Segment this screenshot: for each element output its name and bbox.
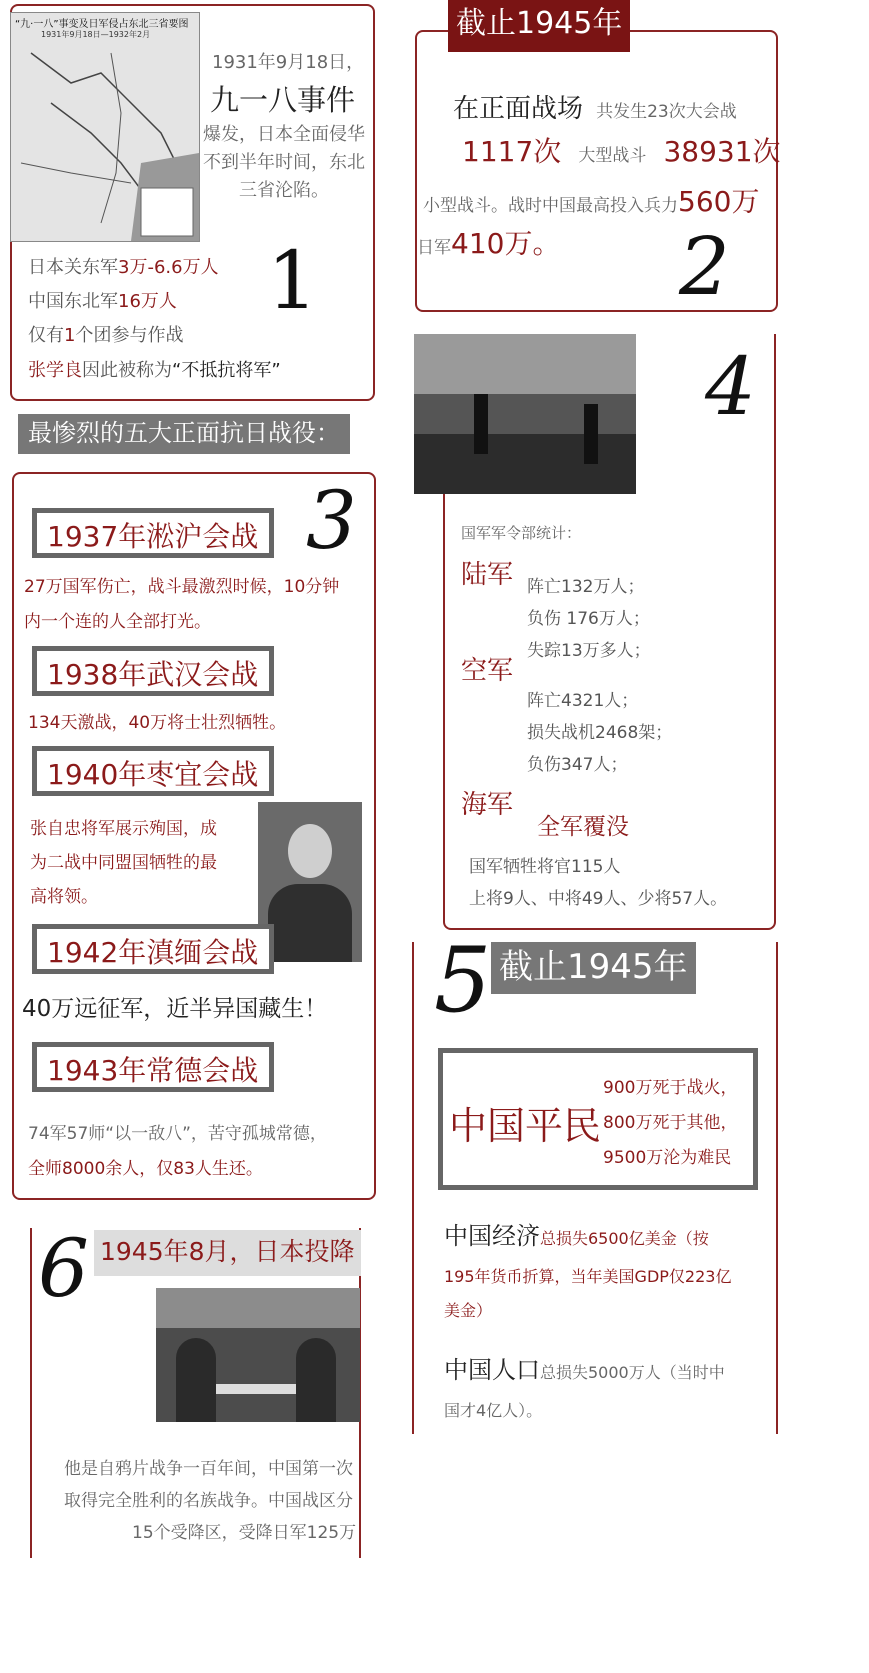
northeast-value: 16万人 bbox=[118, 291, 177, 312]
front-count-line bbox=[453, 88, 737, 125]
panel-number-1: 1 bbox=[267, 234, 318, 327]
regiment-line bbox=[28, 321, 183, 347]
battle-1938-desc: 134天激战，40万将士壮烈牺牲。 bbox=[28, 713, 287, 733]
army-label: 陆军 bbox=[461, 560, 514, 590]
japan-label: 日军 bbox=[417, 238, 451, 258]
civilian-refugees: 9500万沦为难民 bbox=[603, 1148, 732, 1168]
battle-1942-desc: 40万远征军，近半异国藏生！ bbox=[22, 996, 328, 1022]
event-name: 九一八事件 bbox=[210, 83, 356, 117]
panel-number-5: 5 bbox=[434, 928, 492, 1033]
surrender-desc-2: 取得完全胜利的名族战争。中国战区分 bbox=[64, 1491, 353, 1511]
battle-1937-desc-1: 27万国军伤亡，战斗最激烈时候，10分钟 bbox=[24, 577, 340, 597]
zhang-nickname: “不抵抗将军” bbox=[172, 360, 281, 381]
regiment-count: 1 bbox=[64, 325, 76, 346]
panel-2-tag: 截止1945年 bbox=[448, 0, 630, 52]
northeast-label: 中国东北军 bbox=[28, 291, 118, 312]
panel-number-2: 2 bbox=[679, 220, 730, 313]
economy-title: 中国经济 bbox=[444, 1222, 540, 1250]
army-missing: 失踪13万多人； bbox=[527, 641, 651, 661]
zhang-mid: 因此被称为 bbox=[82, 360, 172, 381]
battle-1940: 1940年枣宜会战 bbox=[32, 746, 274, 796]
population-loss: 总损失5000万人（当时中 bbox=[540, 1363, 725, 1382]
navy-label: 海军 bbox=[461, 790, 514, 820]
kwantung-value: 3万-6.6万人 bbox=[118, 257, 219, 278]
northeast-army-line bbox=[28, 287, 177, 313]
panel-1 bbox=[10, 4, 375, 401]
panel-6-border-left bbox=[30, 1228, 32, 1558]
zhang-name: 张学良 bbox=[28, 360, 82, 381]
map-subtitle: 1931年9月18日—1932年2月 bbox=[41, 30, 151, 39]
panel-number-6: 6 bbox=[38, 1222, 89, 1315]
panel-number-4: 4 bbox=[705, 340, 756, 433]
battle-1938: 1938年武汉会战 bbox=[32, 646, 274, 696]
air-wounded: 负伤347人； bbox=[527, 755, 628, 775]
section-title: 最惨烈的五大正面抗日战役： bbox=[18, 414, 350, 454]
battle-1942: 1942年滇缅会战 bbox=[32, 924, 274, 974]
panel-2 bbox=[415, 30, 781, 313]
economy-loss: 总损失6500亿美金（按 bbox=[540, 1229, 709, 1248]
map-lines-graphic bbox=[11, 13, 199, 241]
civilian-killed-war: 900万死于战火， bbox=[603, 1078, 738, 1098]
economy-line-1 bbox=[444, 1216, 709, 1251]
army-killed: 阵亡132万人； bbox=[527, 577, 645, 597]
generals-total: 国军牺牲将官115人 bbox=[469, 857, 621, 877]
battlefield-photo bbox=[414, 334, 636, 494]
map-title: “九·一八”事变及日军侵占东北三省要图 bbox=[15, 19, 189, 30]
panel-5-border-left bbox=[412, 942, 414, 1434]
panel-3 bbox=[12, 472, 376, 1200]
surrender-desc-1: 他是自鸦片战争一百年间，中国第一次 bbox=[64, 1459, 353, 1479]
population-line-2: 国才4亿人）。 bbox=[444, 1401, 543, 1420]
manchuria-map-image bbox=[10, 12, 200, 242]
air-planes-lost: 损失战机2468架； bbox=[527, 723, 673, 743]
event-description: 爆发，日本全面侵华不到半年时间，东北三省沦陷。 bbox=[203, 124, 365, 201]
kwantung-army-line bbox=[28, 253, 219, 279]
battle-1943-desc-2: 全师8000余人，仅83人生还。 bbox=[28, 1159, 263, 1179]
battle-1937-desc-2: 内一个连的人全部打光。 bbox=[24, 612, 211, 632]
battle-count-line bbox=[462, 130, 781, 170]
stats-header: 国军军令部统计： bbox=[461, 524, 582, 542]
battle-1940-desc-2: 为二战中同盟国牺牲的最 bbox=[30, 853, 217, 873]
regiment-post: 个团参与作战 bbox=[75, 325, 184, 346]
air-killed: 阵亡4321人； bbox=[527, 691, 639, 711]
civilian-killed-other: 800万死于其他， bbox=[603, 1113, 738, 1133]
panel-number-3: 3 bbox=[306, 474, 357, 567]
troops-line bbox=[423, 180, 759, 220]
small-battle-label: 小型战斗。战时中国最高投入兵力 bbox=[423, 196, 678, 216]
regiment-pre: 仅有 bbox=[28, 325, 64, 346]
battle-1937: 1937年淞沪会战 bbox=[32, 508, 274, 558]
battle-1943-desc-1: 74军57师“以一敌八”，苦守孤城常德， bbox=[28, 1124, 327, 1144]
kwantung-label: 日本关东军 bbox=[28, 257, 118, 278]
battle-1940-desc-1: 张自忠将军展示殉国，成 bbox=[30, 819, 217, 839]
panel-5-tag: 截止1945年 bbox=[491, 942, 696, 994]
economy-line-3: 美金） bbox=[444, 1301, 493, 1320]
china-troops: 560万 bbox=[678, 185, 760, 218]
surrender-desc-3: 15个受降区，受降日军125万 bbox=[132, 1523, 357, 1543]
large-battle-count: 1117次 bbox=[462, 135, 562, 168]
front-label: 在正面战场 bbox=[453, 94, 584, 124]
population-title: 中国人口 bbox=[444, 1356, 540, 1384]
event-date: 1931年9月18日， bbox=[212, 52, 365, 73]
surrender-tag: 1945年8月，日本投降 bbox=[94, 1230, 361, 1276]
population-line-1 bbox=[444, 1350, 725, 1385]
battle-1943: 1943年常德会战 bbox=[32, 1042, 274, 1092]
japan-troops: 410万。 bbox=[451, 227, 561, 260]
japan-troops-line bbox=[417, 222, 560, 262]
surrender-ceremony-photo bbox=[156, 1288, 360, 1422]
generals-breakdown: 上将9人、中将49人、少将57人。 bbox=[469, 889, 728, 909]
zhang-xueliang-line bbox=[28, 356, 281, 382]
big-battle-count: 共发生23次大会战 bbox=[596, 102, 737, 122]
economy-line-2: 195年货币折算，当年美国GDP仅223亿 bbox=[444, 1267, 732, 1286]
civilian-box bbox=[438, 1048, 758, 1190]
large-battle-label: 大型战斗 bbox=[578, 146, 647, 166]
air-force-label: 空军 bbox=[461, 656, 514, 686]
navy-result: 全军覆没 bbox=[537, 814, 629, 840]
army-wounded: 负伤 176万人； bbox=[527, 609, 650, 629]
panel-5-border-right bbox=[776, 942, 778, 1434]
civilian-title: 中国平民 bbox=[449, 1104, 602, 1148]
small-battle-count: 38931次 bbox=[663, 135, 781, 168]
battle-1940-desc-3: 高将领。 bbox=[30, 887, 98, 907]
